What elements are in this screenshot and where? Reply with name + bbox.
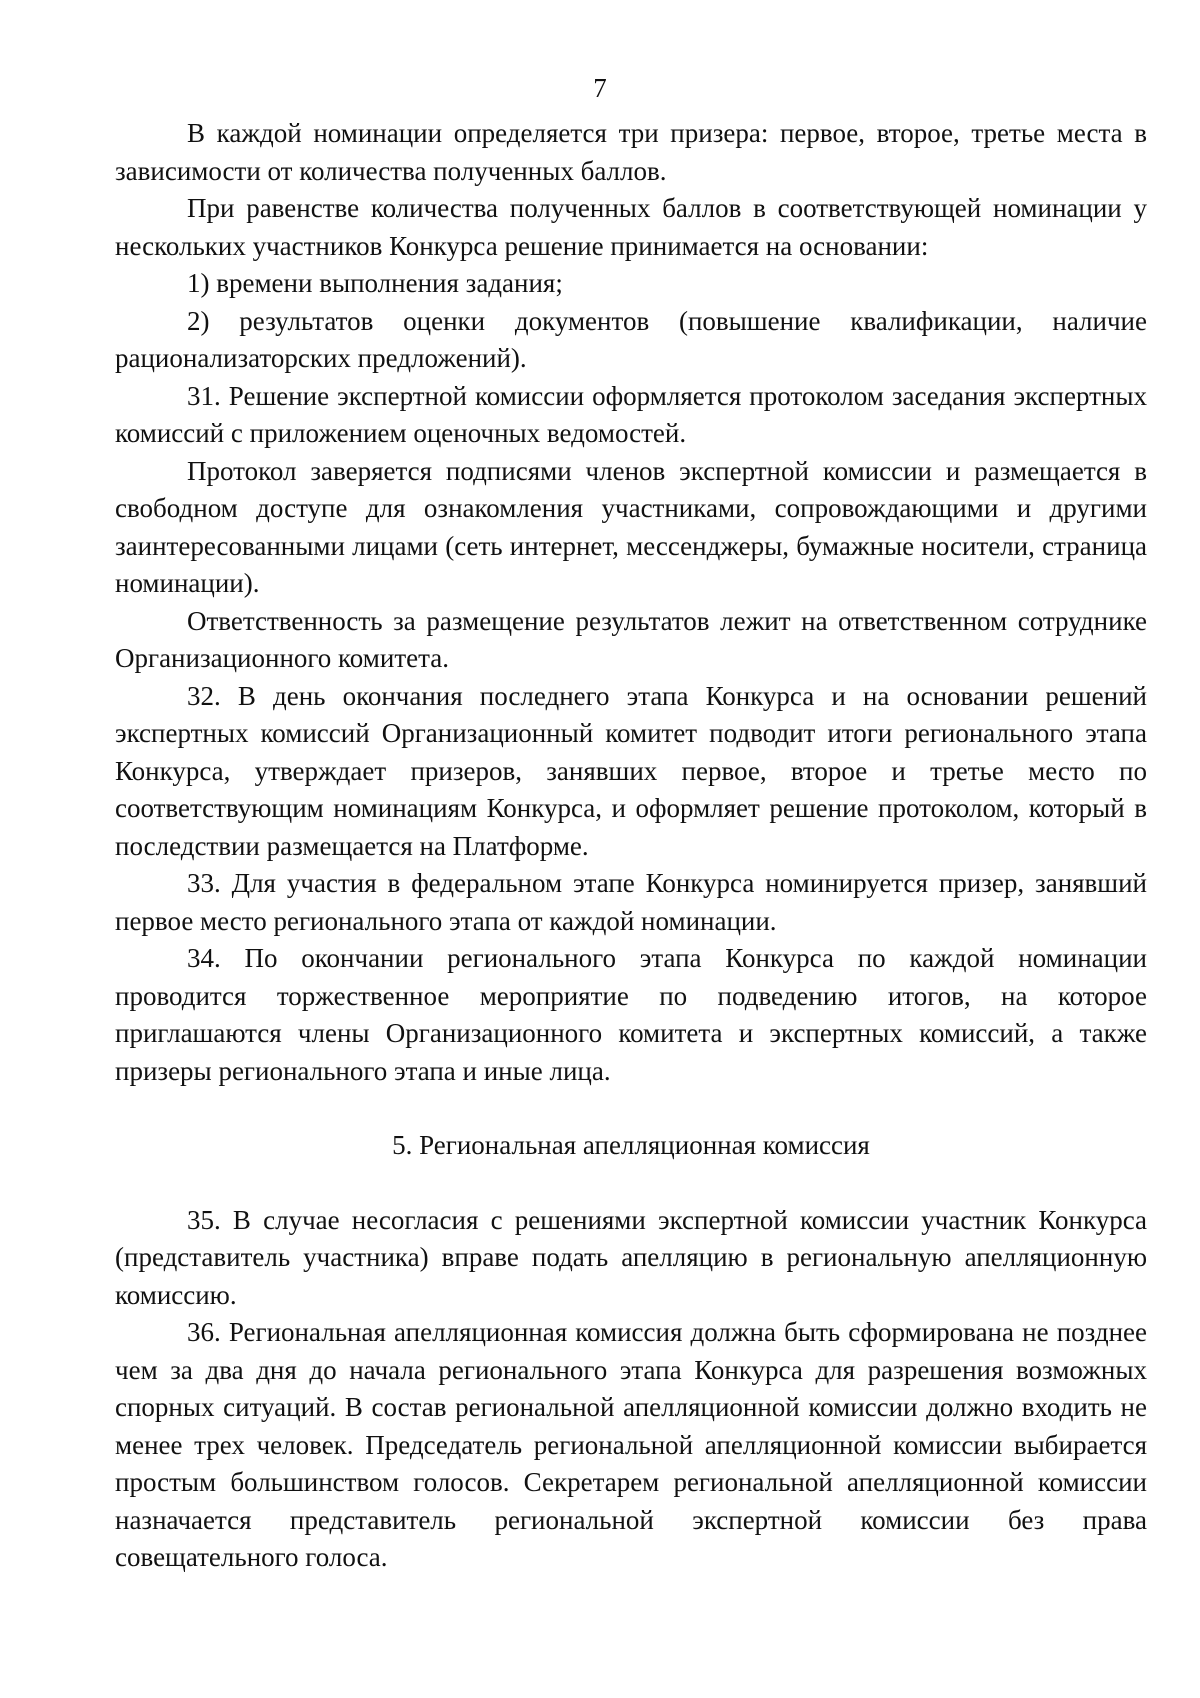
paragraph: 36. Региональная апелляционная комиссия должна быть сформирована не позднее чем за два дня до начала регионального этапа Конкурса для разрешения возможных спорных ситуаций. В состав региональной апелляционной комиссии должно входить не менее трех человек. Председатель региональной апелляционной комиссии выбирается простым большинством голосов. Секретарем региональной апелляционной комиссии назначается представитель региональной экспертной комиссии без права совещательного голоса. — [115, 1317, 1147, 1572]
paragraph: 32. В день окончания последнего этапа Конкурса и на основании решений экспертных комиссий Организационный комитет подводит итоги регионального этапа Конкурса, утверждает призеров, занявших первое, второе и третье место по соответствующим номинациям Конкурса, и оформляет решение протоколом, который в последствии размещается на Платформе. — [115, 680, 1147, 861]
paragraph: 34. По окончании регионального этапа Конкурса по каждой номинации проводится торжественное мероприятие по подведению итогов, на которое приглашаются члены Организационного комитета и экспертных комиссий, а также призеры регионального этапа и иные лица. — [115, 943, 1147, 1086]
paragraph: В каждой номинации определяется три призера: первое, второе, третье места в зависимости от количества полученных баллов. — [115, 118, 1147, 186]
paragraph: 33. Для участия в федеральном этапе Конкурса номинируется призер, занявший первое место регионального этапа от каждой номинации. — [115, 868, 1147, 936]
document-body — [115, 115, 1147, 1577]
section-heading: 5. Региональная апелляционная комиссия — [392, 1130, 870, 1160]
list-item: 1) времени выполнения задания; — [187, 268, 563, 298]
paragraph: При равенстве количества полученных баллов в соответствующей номинации у нескольких участников Конкурса решение принимается на основании: — [115, 193, 1147, 261]
paragraph: Ответственность за размещение результатов лежит на ответственном сотруднике Организационного комитета. — [115, 605, 1147, 673]
page-number: 7 — [593, 73, 607, 103]
paragraph: Протокол заверяется подписями членов экспертной комиссии и размещается в свободном доступе для ознакомления участниками, сопровождающими и другими заинтересованными лицами (сеть интернет, мессенджеры, бумажные носители, страница номинации). — [115, 455, 1147, 598]
paragraph: 35. В случае несогласия с решениями экспертной комиссии участник Конкурса (представитель участника) вправе подать апелляцию в региональную апелляционную комиссию. — [115, 1204, 1147, 1310]
list-item: 2) результатов оценки документов (повышение квалификации, наличие рационализаторских предложений). — [115, 305, 1147, 373]
paragraph: 31. Решение экспертной комиссии оформляется протоколом заседания экспертных комиссий с приложением оценочных ведомостей. — [115, 380, 1147, 448]
